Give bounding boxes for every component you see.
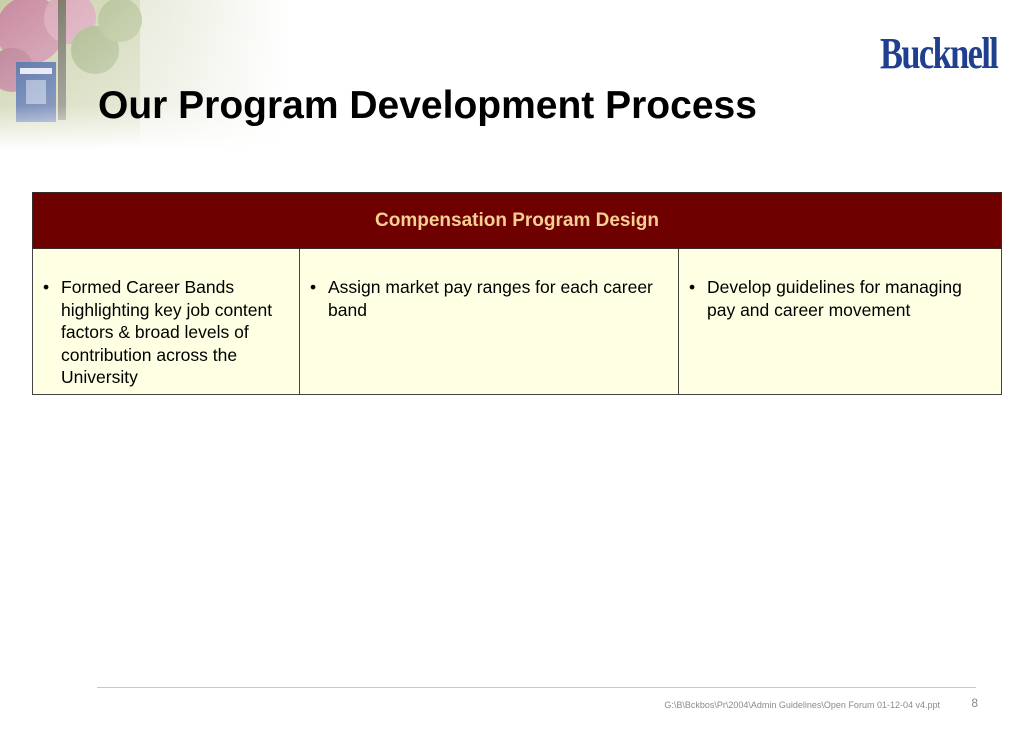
bucknell-logo: Bucknell bbox=[879, 29, 997, 78]
page-number: 8 bbox=[971, 696, 978, 710]
bullet-icon: • bbox=[43, 277, 50, 297]
footer-divider bbox=[97, 687, 976, 688]
table-header: Compensation Program Design bbox=[33, 193, 1002, 249]
table-cell bbox=[33, 249, 300, 395]
page-title: Our Program Development Process bbox=[98, 84, 757, 127]
cell-text-pay-ranges: Assign market pay ranges for each career band bbox=[328, 277, 653, 320]
table-cell bbox=[679, 249, 1002, 395]
cell-text-guidelines: Develop guidelines for managing pay and career movement bbox=[707, 277, 962, 320]
design-table bbox=[32, 192, 1002, 395]
table-cell bbox=[300, 249, 679, 395]
bullet-icon: • bbox=[310, 277, 317, 297]
footer-file-path: G:\B\Bckbos\Pr\2004\Admin Guidelines\Open Forum 01-12-04 v4.ppt bbox=[664, 700, 940, 710]
bullet-icon: • bbox=[689, 277, 696, 297]
cell-text-career-bands: Formed Career Bands highlighting key job content factors & broad levels of contribution across the University bbox=[61, 277, 273, 387]
